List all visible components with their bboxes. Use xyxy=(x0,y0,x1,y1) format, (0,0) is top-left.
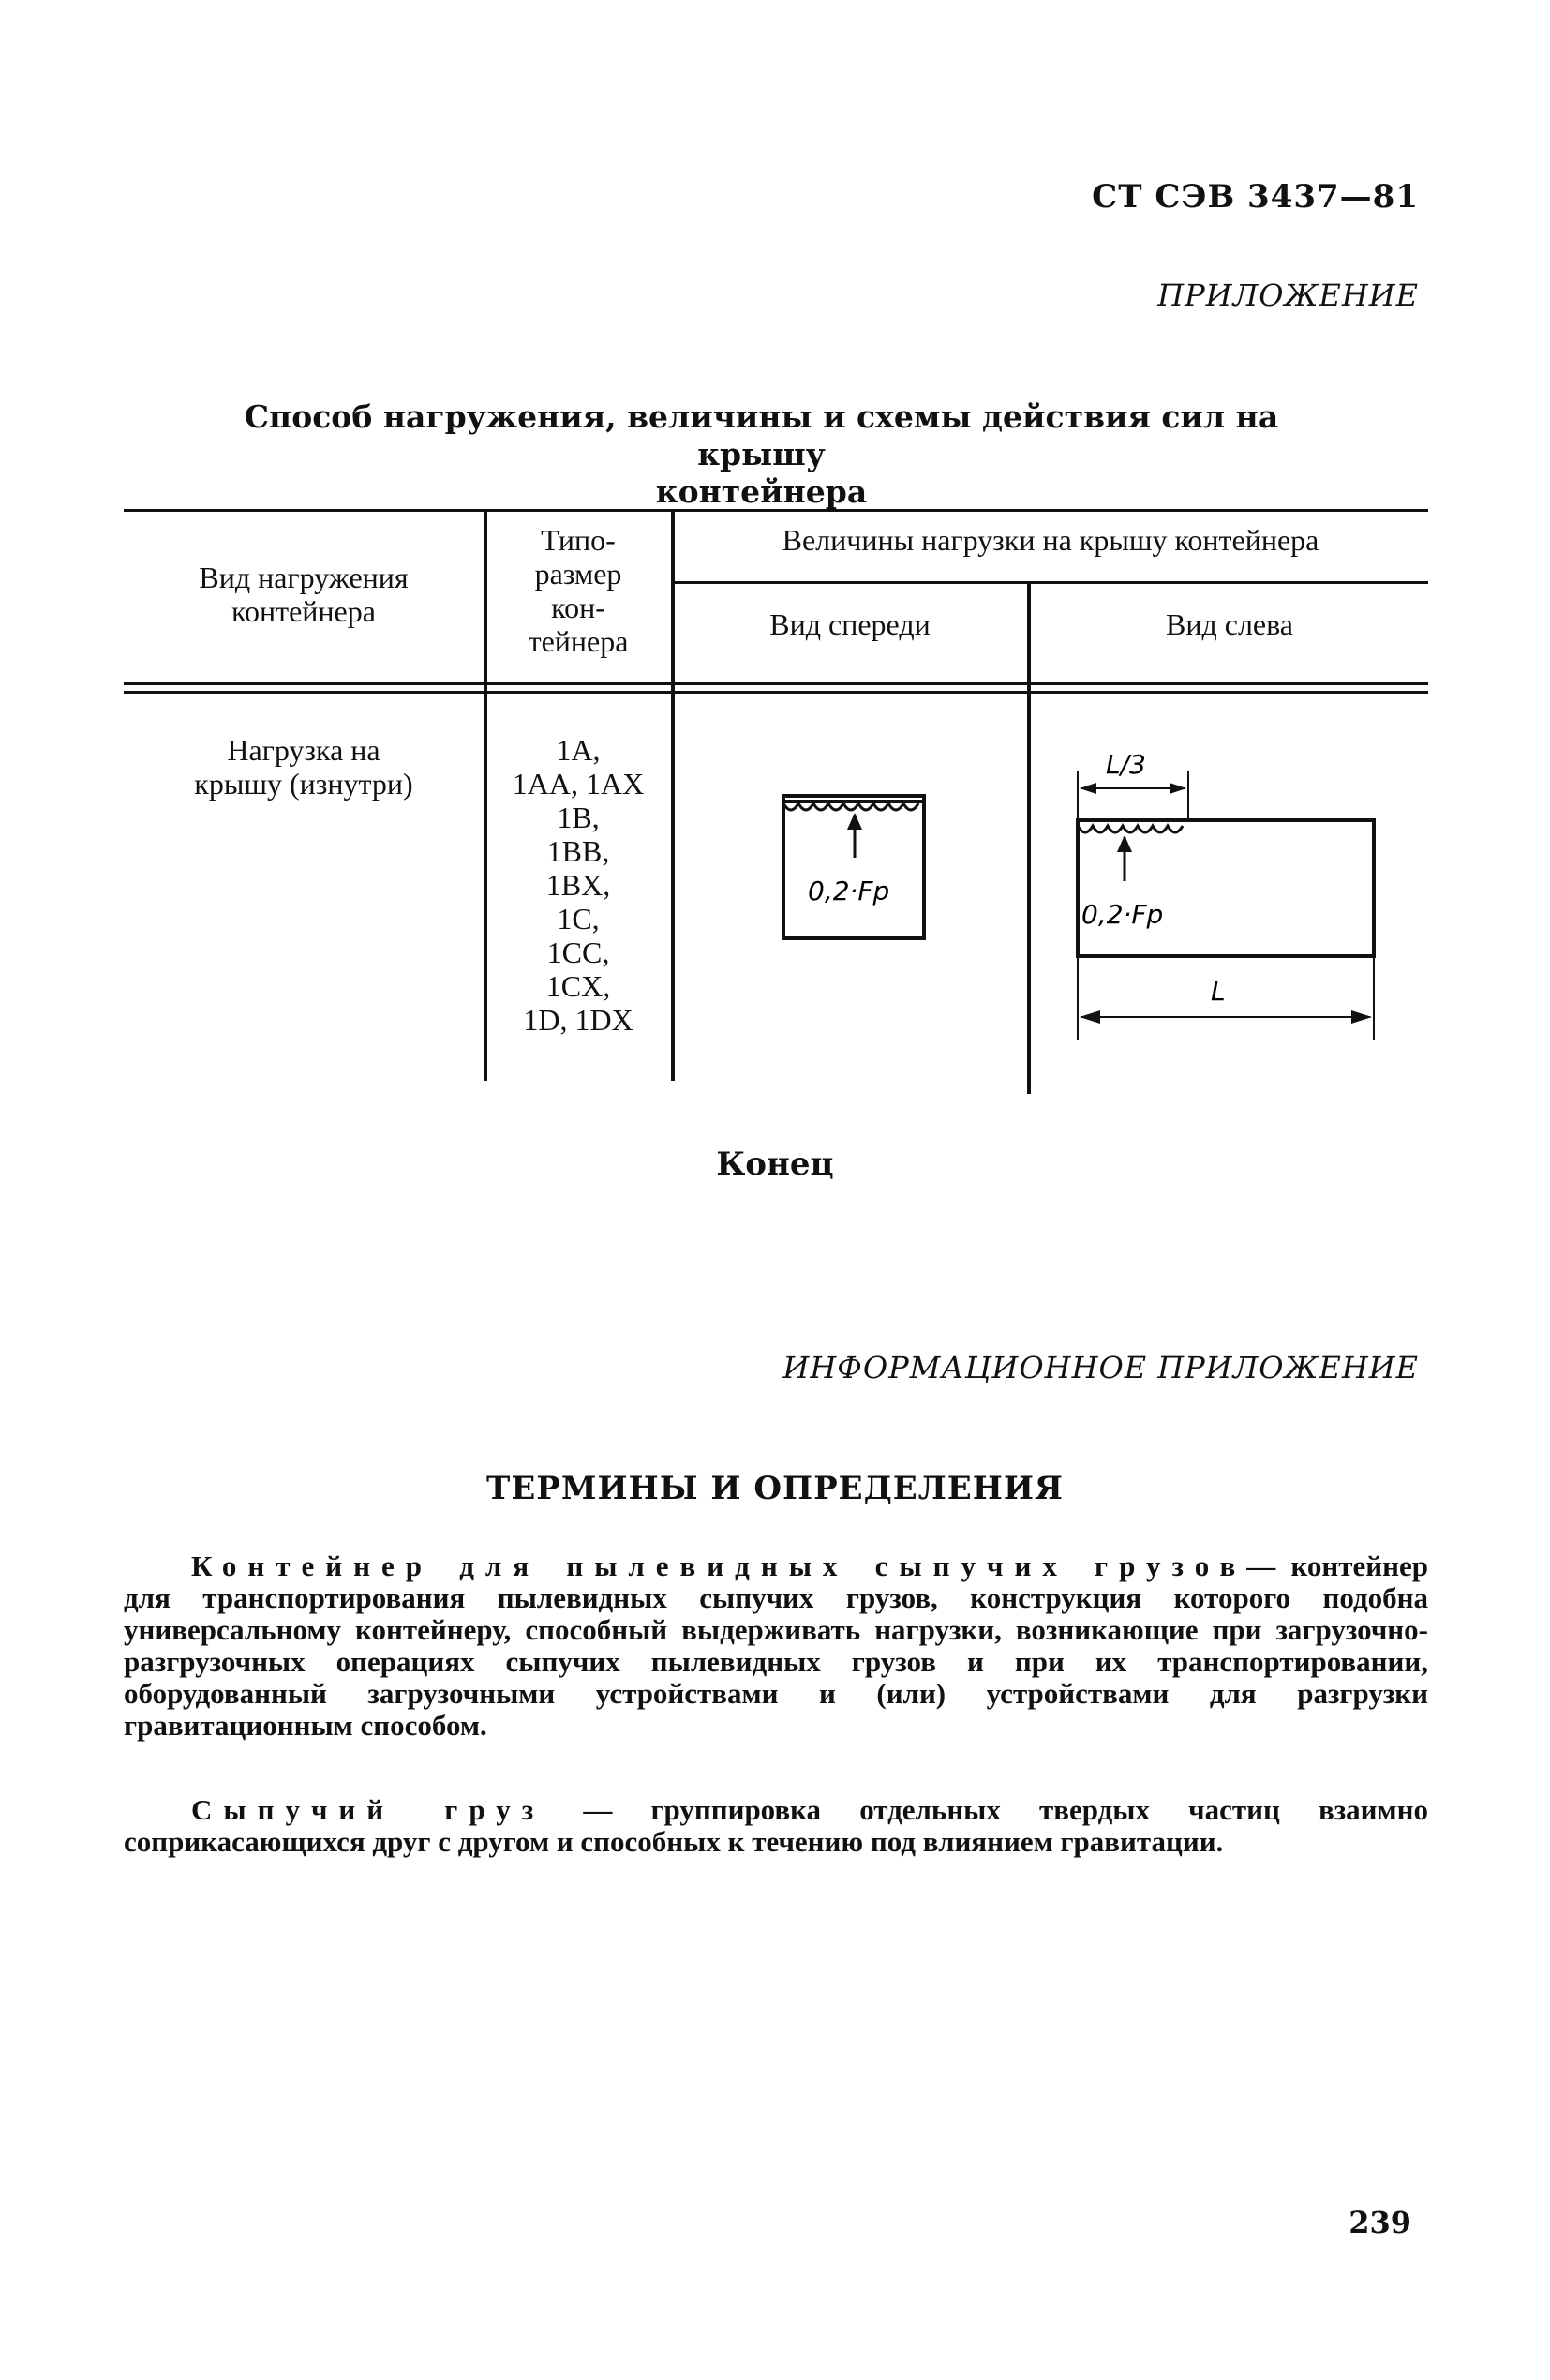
header-load-values: Величины нагрузки на крышу контейнера xyxy=(782,523,1319,557)
document-code: СТ СЭВ 3437—81 xyxy=(1092,178,1419,216)
end-label: Конец xyxy=(716,1145,834,1183)
left-span-label: L/3 xyxy=(1106,749,1146,780)
page-number: 239 xyxy=(1349,2205,1411,2240)
left-force-label: 0,2·Fp xyxy=(1081,899,1164,930)
term-name-1: Контейнер для пылевидных сыпучих грузов xyxy=(191,1549,1247,1582)
row-load-type: Нагрузка на крышу (изнутри) xyxy=(194,733,413,801)
terms-title: ТЕРМИНЫ И ОПРЕДЕЛЕНИЯ xyxy=(486,1470,1064,1507)
table-col-divider-3 xyxy=(1027,583,1031,1094)
appendix-label: ПРИЛОЖЕНИЕ xyxy=(1157,277,1419,313)
left-view-diagram xyxy=(1068,745,1387,1045)
header-left-view: Вид слева xyxy=(1165,607,1293,641)
term-name-2: Сыпучий груз xyxy=(191,1793,545,1826)
header-front-view: Вид спереди xyxy=(769,607,931,641)
table-subheader-rule xyxy=(673,581,1428,584)
left-length-label: L xyxy=(1211,976,1226,1007)
header-load-type: Вид нагружения контейнера xyxy=(199,561,409,628)
front-view-diagram xyxy=(768,783,937,951)
table-col-divider-2 xyxy=(671,511,675,1081)
table-caption xyxy=(216,398,1307,511)
caption-line-1: Способ нагружения, величины и схемы действия сил на крышу xyxy=(244,398,1279,472)
table-top-rule xyxy=(124,509,1428,512)
header-container-size: Типо- размер кон- тейнера xyxy=(528,523,629,658)
row-container-sizes: 1A, 1AA, 1AX 1B, 1BB, 1BX, 1C, 1CC, 1CX, 1D, 1DX xyxy=(512,733,645,1037)
caption-line-2: контейнера xyxy=(655,473,868,510)
definition-text-1: — контейнер для транспортирования пылевидных сыпучих грузов, конструкция которого подобна универсальному контейнеру, способный выдерживать нагрузки, возникающие при загрузочно-разгрузочных операциях сыпучих пылевидных грузов и при их транспортировании, оборудованный загрузочными устройствами и (или) устройствами для разгрузки гравитационным способом. xyxy=(124,1549,1428,1742)
table-header-rule-1 xyxy=(124,682,1428,685)
term-definition-2 xyxy=(124,1794,1428,1858)
table-header-rule-2 xyxy=(124,691,1428,694)
info-appendix-label: ИНФОРМАЦИОННОЕ ПРИЛОЖЕНИЕ xyxy=(782,1350,1419,1385)
term-definition-1 xyxy=(124,1550,1428,1742)
front-force-label: 0,2·Fp xyxy=(808,876,890,906)
definition-text-2: — группировка отдельных твердых частиц взаимно соприкасающихся друг с другом и способных к течению под влиянием гравитации. xyxy=(124,1793,1428,1858)
